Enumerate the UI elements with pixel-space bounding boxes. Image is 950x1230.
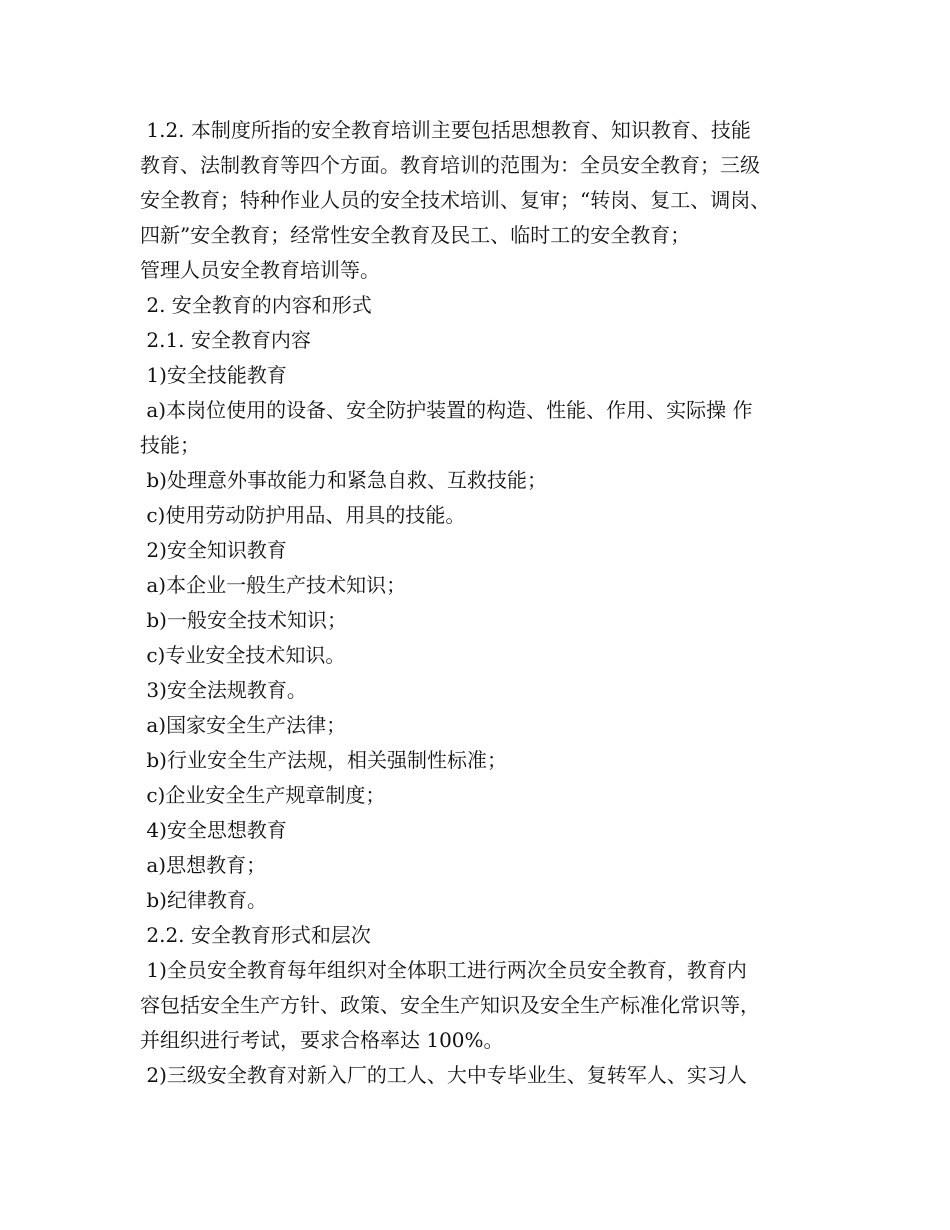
list-item: a)国家安全生产法律； [140, 713, 347, 737]
paragraph-line: 四新”安全教育；经常性安全教育及民工、临时工的安全教育； [140, 223, 691, 247]
list-item: a)本企业一般生产技术知识； [140, 573, 407, 597]
list-item: c)使用劳动防护用品、用具的技能。 [140, 503, 466, 527]
paragraph-line: 1)全员安全教育每年组织对全体职工进行两次全员安全教育，教育内 [140, 958, 747, 982]
list-heading: 1)安全技能教育 [140, 363, 287, 387]
list-item: b)纪律教育。 [140, 888, 267, 912]
list-heading: 3)安全法规教育。 [140, 678, 307, 702]
list-item-continuation: 技能； [140, 433, 200, 457]
list-item: a)本岗位使用的设备、安全防护装置的构造、性能、作用、实际操 作 [140, 398, 753, 422]
paragraph-line: 1.2. 本制度所指的安全教育培训主要包括思想教育、知识教育、技能 [140, 118, 751, 142]
paragraph-line: 管理人员安全教育培训等。 [140, 258, 380, 282]
section-heading: 2. 安全教育的内容和形式 [140, 293, 372, 317]
list-item: b)处理意外事故能力和紧急自救、互救技能； [140, 468, 547, 492]
paragraph-line: 安全教育；特种作业人员的安全技术培训、复审；“转岗、复工、调岗、 [140, 188, 771, 212]
list-item: c)企业安全生产规章制度； [140, 783, 386, 807]
list-item: c)专业安全技术知识。 [140, 643, 346, 667]
list-item: b)一般安全技术知识； [140, 608, 347, 632]
list-heading: 2)安全知识教育 [140, 538, 287, 562]
paragraph-line: 容包括安全生产方针、政策、安全生产知识及安全生产标准化常识等， [140, 993, 760, 1017]
paragraph-line: 并组织进行考试，要求合格率达 100%。 [140, 1028, 504, 1052]
paragraph-line: 2)三级安全教育对新入厂的工人、大中专毕业生、复转军人、实习人 [140, 1063, 747, 1087]
subsection-heading: 2.2. 安全教育形式和层次 [140, 923, 371, 947]
paragraph-line: 教育、法制教育等四个方面。教育培训的范围为：全员安全教育；三级 [140, 153, 760, 177]
list-item: b)行业安全生产法规，相关强制性标准； [140, 748, 507, 772]
list-heading: 4)安全思想教育 [140, 818, 287, 842]
subsection-heading: 2.1. 安全教育内容 [140, 328, 311, 352]
document-body [140, 113, 830, 1093]
list-item: a)思想教育； [140, 853, 267, 877]
